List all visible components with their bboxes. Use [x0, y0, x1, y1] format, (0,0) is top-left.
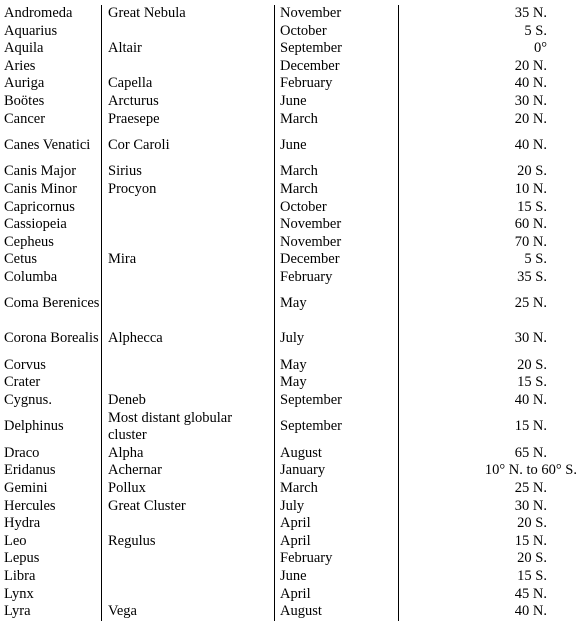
object-cell: Alphecca: [102, 322, 275, 357]
month-cell: May: [275, 357, 399, 375]
month-cell: March: [275, 111, 399, 129]
constellation-cell: Crater: [0, 374, 102, 392]
declination-cell: 20 S.: [517, 550, 547, 567]
constellation-cell: Eridanus: [0, 462, 102, 480]
month-cell: June: [275, 568, 399, 586]
table-row: [0, 515, 581, 533]
constellation-cell: Cassiopeia: [0, 216, 102, 234]
month-cell: March: [275, 163, 399, 181]
constellation-cell: Canes Venatici: [0, 128, 102, 163]
month-cell: September: [275, 392, 399, 410]
constellation-cell: Aquarius: [0, 23, 102, 41]
declination-cell: 25 N.: [514, 295, 547, 312]
month-cell: October: [275, 199, 399, 217]
constellation-cell: Hydra: [0, 515, 102, 533]
declination-cell: 20 S.: [517, 163, 547, 180]
constellation-cell: Auriga: [0, 75, 102, 93]
constellation-cell: Hercules: [0, 498, 102, 516]
object-cell: Pollux: [102, 480, 275, 498]
constellation-cell: Cancer: [0, 111, 102, 129]
constellation-cell: Corvus: [0, 357, 102, 375]
declination-cell: 40 N.: [514, 603, 547, 620]
constellation-cell: Cygnus.: [0, 392, 102, 410]
constellation-cell: Corona Borealis: [0, 322, 102, 357]
object-cell: [102, 586, 275, 604]
object-cell: [102, 550, 275, 568]
table-row: [0, 128, 581, 163]
declination-cell: 30 N.: [514, 330, 547, 347]
declination-cell: 10° N. to 60° S.: [484, 462, 577, 479]
object-cell: Cor Caroli: [102, 128, 275, 163]
declination-cell: 40 N.: [514, 75, 547, 92]
table-row: [0, 181, 581, 199]
table-row: [0, 568, 581, 586]
object-cell: Arcturus: [102, 93, 275, 111]
object-cell: Altair: [102, 40, 275, 58]
declination-cell: 60 N.: [514, 216, 547, 233]
constellation-cell: Andromeda: [0, 5, 102, 23]
declination-cell: 20 S.: [517, 515, 547, 532]
declination-cell: 5 S.: [524, 22, 547, 39]
month-cell: August: [275, 603, 399, 621]
table-row: [0, 410, 581, 445]
object-cell: Achernar: [102, 462, 275, 480]
object-cell: [102, 287, 275, 322]
table-row: [0, 287, 581, 322]
constellation-cell: Cepheus: [0, 234, 102, 252]
declination-cell: 15 S.: [517, 568, 547, 584]
object-cell: Deneb: [102, 392, 275, 410]
object-cell: Great Nebula: [102, 5, 275, 23]
table-row: [0, 586, 581, 604]
table-row: [0, 462, 581, 480]
table-row: [0, 322, 581, 357]
declination-cell: 15 S.: [517, 374, 547, 391]
constellation-cell: Coma Berenices: [0, 287, 102, 322]
table-row: [0, 5, 581, 23]
constellation-cell: Delphinus: [0, 410, 102, 445]
object-cell: Alpha: [102, 445, 275, 463]
table-row: [0, 23, 581, 41]
month-cell: June: [275, 128, 399, 163]
constellation-cell: Lyra: [0, 603, 102, 621]
declination-cell: 10 N.: [514, 180, 547, 197]
table-row: [0, 480, 581, 498]
month-cell: February: [275, 75, 399, 93]
constellation-cell: Draco: [0, 445, 102, 463]
month-cell: September: [275, 410, 399, 445]
declination-cell: 40 N.: [514, 392, 547, 409]
constellation-cell: Cetus: [0, 251, 102, 269]
object-cell: [102, 515, 275, 533]
month-cell: April: [275, 515, 399, 533]
month-cell: November: [275, 216, 399, 234]
table-row: [0, 199, 581, 217]
declination-cell: 20 S.: [517, 356, 547, 373]
constellation-cell: Aries: [0, 58, 102, 76]
table-row: [0, 251, 581, 269]
table-row: [0, 111, 581, 129]
constellation-cell: Canis Major: [0, 163, 102, 181]
table-row: [0, 603, 581, 621]
declination-cell: 15 N.: [514, 418, 547, 435]
declination-cell: 35 N.: [514, 5, 547, 21]
month-cell: December: [275, 251, 399, 269]
declination-cell: 15 S.: [517, 198, 547, 215]
constellation-cell: Lynx: [0, 586, 102, 604]
month-cell: March: [275, 181, 399, 199]
table-row: [0, 269, 581, 287]
object-cell: Mira: [102, 251, 275, 269]
declination-cell: 30 N.: [514, 497, 547, 514]
month-cell: October: [275, 23, 399, 41]
constellation-cell: Gemini: [0, 480, 102, 498]
table-row: [0, 533, 581, 551]
table-row: [0, 216, 581, 234]
month-cell: May: [275, 374, 399, 392]
object-cell: [102, 216, 275, 234]
constellation-cell: Boötes: [0, 93, 102, 111]
month-cell: November: [275, 5, 399, 23]
object-cell: Vega: [102, 603, 275, 621]
table-row: [0, 58, 581, 76]
object-cell: Great Cluster: [102, 498, 275, 516]
month-cell: November: [275, 234, 399, 252]
object-cell: [102, 269, 275, 287]
object-cell: Most distant globular cluster: [102, 410, 275, 445]
declination-cell: 20 N.: [514, 57, 547, 74]
declination-cell: 45 N.: [514, 585, 547, 602]
object-cell: [102, 374, 275, 392]
table-row: [0, 234, 581, 252]
constellation-cell: Leo: [0, 533, 102, 551]
month-cell: January: [275, 462, 399, 480]
object-cell: Procyon: [102, 181, 275, 199]
month-cell: April: [275, 533, 399, 551]
table-row: [0, 40, 581, 58]
object-cell: [102, 568, 275, 586]
constellation-cell: Canis Minor: [0, 181, 102, 199]
constellation-cell: Aquila: [0, 40, 102, 58]
month-cell: August: [275, 445, 399, 463]
declination-cell: 5 S.: [524, 251, 547, 268]
table-row: [0, 357, 581, 375]
declination-cell: 30 N.: [514, 92, 547, 109]
month-cell: April: [275, 586, 399, 604]
table-row: [0, 163, 581, 181]
table-row: [0, 392, 581, 410]
object-cell: Regulus: [102, 533, 275, 551]
month-cell: March: [275, 480, 399, 498]
constellation-cell: Columba: [0, 269, 102, 287]
table-row: [0, 374, 581, 392]
object-cell: Sirius: [102, 163, 275, 181]
month-cell: February: [275, 550, 399, 568]
constellation-table-body: [0, 5, 581, 621]
declination-cell: 20 N.: [514, 110, 547, 127]
month-cell: May: [275, 287, 399, 322]
table-row: [0, 550, 581, 568]
constellation-cell: Lepus: [0, 550, 102, 568]
declination-cell: 15 N.: [514, 532, 547, 549]
month-cell: June: [275, 93, 399, 111]
constellation-cell: Libra: [0, 568, 102, 586]
constellation-cell: Capricornus: [0, 199, 102, 217]
object-cell: [102, 199, 275, 217]
object-cell: [102, 234, 275, 252]
month-cell: September: [275, 40, 399, 58]
object-cell: [102, 23, 275, 41]
declination-cell: 0°: [533, 40, 547, 57]
declination-cell: 35 S.: [517, 268, 547, 285]
constellation-table: [0, 5, 581, 621]
table-row: [0, 93, 581, 111]
table-row: [0, 75, 581, 93]
object-cell: [102, 58, 275, 76]
object-cell: Capella: [102, 75, 275, 93]
declination-cell: 70 N.: [514, 233, 547, 250]
table-row: [0, 445, 581, 463]
month-cell: July: [275, 322, 399, 357]
table-row: [0, 498, 581, 516]
declination-cell: 40 N.: [514, 136, 547, 153]
object-cell: [102, 357, 275, 375]
month-cell: February: [275, 269, 399, 287]
object-cell: Praesepe: [102, 111, 275, 129]
declination-cell: 25 N.: [514, 480, 547, 497]
month-cell: December: [275, 58, 399, 76]
declination-cell: 65 N.: [514, 444, 547, 461]
month-cell: July: [275, 498, 399, 516]
